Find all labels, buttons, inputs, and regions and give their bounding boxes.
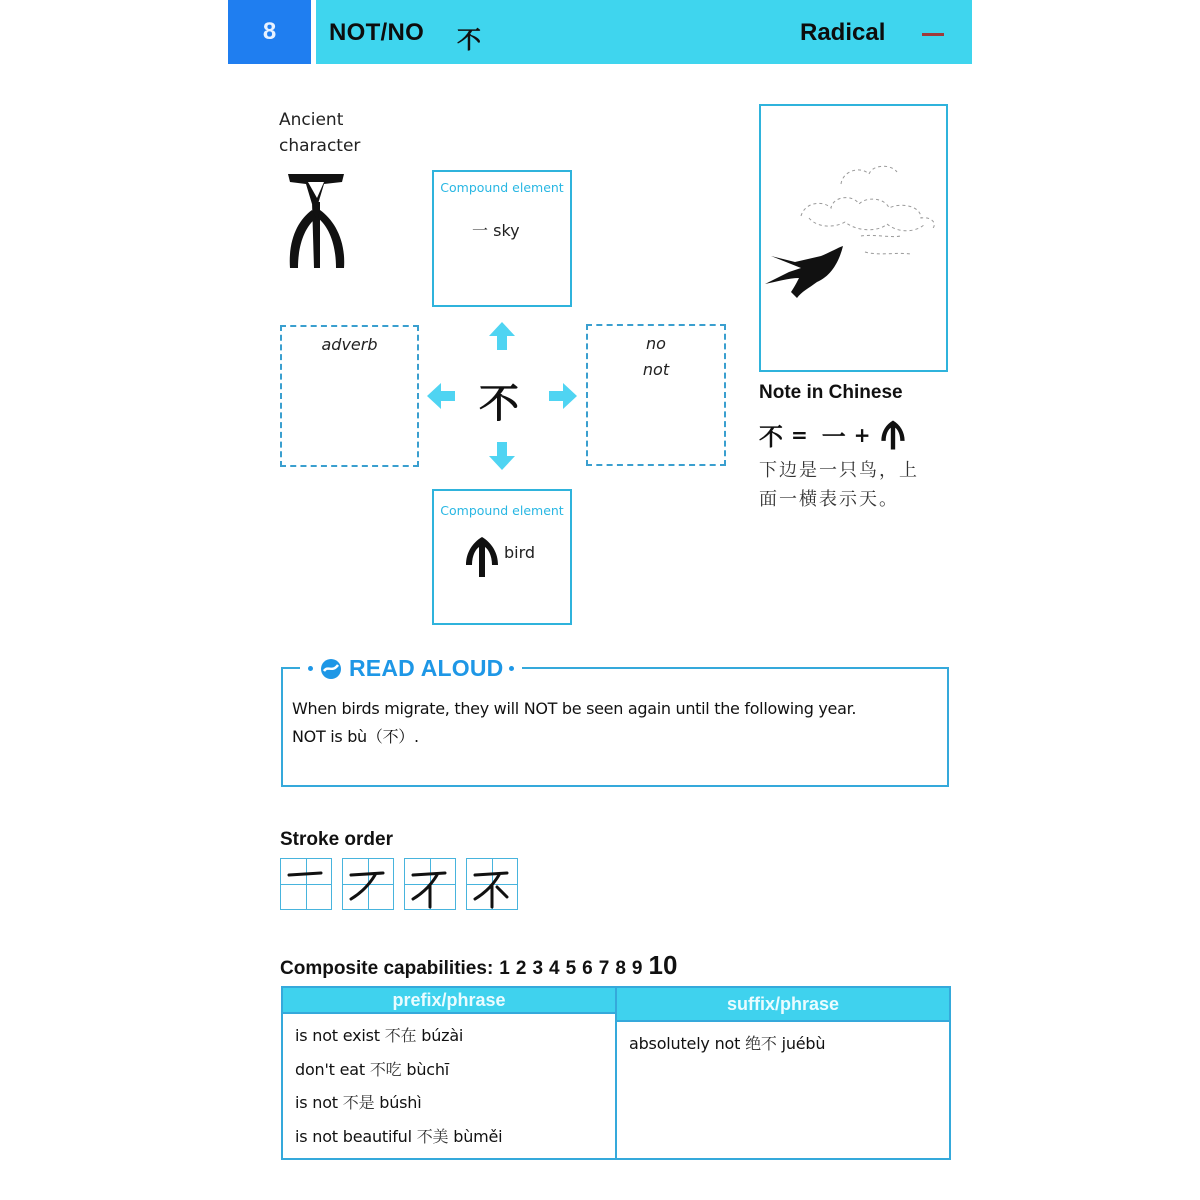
note-title: Note in Chinese [759, 382, 903, 403]
page-number-badge [228, 0, 311, 64]
row-english: is not exist [295, 1026, 385, 1045]
row-chinese: 不美 [416, 1126, 454, 1146]
suffix-column [615, 988, 949, 1158]
part-of-speech: adverb [321, 335, 378, 354]
formula-part1: 一 [821, 423, 846, 451]
radical-label: Radical [800, 19, 886, 46]
table-row [295, 1086, 603, 1120]
stroke-1-icon [281, 859, 331, 909]
row-pinyin: búzài [421, 1026, 464, 1045]
stroke-step-4 [466, 858, 518, 910]
swallow-clouds-icon [761, 106, 946, 370]
stroke-4-icon [467, 859, 517, 909]
row-english: is not beautiful [295, 1126, 417, 1146]
prefix-header: prefix/phrase [283, 988, 615, 1014]
compound-caption: Compound element [440, 503, 564, 518]
prefix-column [283, 988, 615, 1158]
row-chinese: 不吃 [369, 1059, 407, 1079]
capability-number: 8 [615, 958, 626, 979]
arrow-down-icon [488, 440, 516, 472]
stroke-order-title: Stroke order [280, 829, 393, 850]
composite-label: Composite capabilities: [280, 958, 494, 979]
capability-number: 9 [631, 958, 643, 979]
suffix-body [617, 1022, 949, 1066]
meaning-line2: not [642, 360, 670, 379]
ancient-label-line2: character [279, 136, 361, 156]
table-row [295, 1053, 603, 1087]
meaning-box [586, 324, 726, 466]
capability-number: 2 [515, 958, 527, 979]
sky-element: 一 [472, 221, 489, 240]
arrow-up-icon [488, 320, 516, 352]
ancient-character-label [279, 107, 360, 159]
ancient-label-line1: Ancient [279, 110, 344, 130]
sky-meaning: sky [493, 221, 520, 240]
stroke-step-2 [342, 858, 394, 910]
compound-caption: Compound element [440, 180, 564, 195]
formula-char: 不 [759, 423, 783, 451]
read-aloud-title: READ ALOUD [349, 655, 504, 681]
note-body [759, 456, 954, 514]
table-row [295, 1120, 603, 1154]
stroke-order-grid [280, 858, 518, 910]
capability-number: 4 [549, 958, 560, 979]
capability-number-highlighted: 10 [648, 950, 678, 980]
row-pinyin: bùchī [406, 1059, 450, 1079]
capability-number: 6 [582, 958, 593, 979]
bird-glyph-icon [464, 535, 500, 579]
row-english: don't eat [295, 1059, 370, 1079]
row-chinese: 绝不 [745, 1034, 782, 1053]
capability-number: 7 [598, 958, 610, 979]
header-character: 不 [457, 26, 481, 54]
bird-glyph-icon [879, 419, 907, 451]
compound-element-bottom [432, 489, 572, 625]
row-pinyin: búshì [379, 1093, 422, 1112]
arrow-left-icon [425, 382, 457, 410]
stroke-2-icon [343, 859, 393, 909]
suffix-header: suffix/phrase [617, 988, 949, 1022]
row-chinese: 不是 [342, 1093, 380, 1112]
capability-number: 3 [532, 958, 544, 979]
note-line1: 下边是一只鸟，上 [759, 460, 919, 481]
dot-icon [509, 666, 514, 671]
note-formula [759, 417, 907, 452]
arrow-right-icon [547, 382, 579, 410]
composite-table [281, 986, 951, 1160]
row-chinese: 不在 [384, 1026, 422, 1045]
capability-number: 1 [499, 958, 510, 979]
radical-glyph-icon [922, 33, 944, 36]
row-english: is not [295, 1093, 343, 1112]
read-aloud-line2: NOT is bù（不）. [292, 727, 419, 746]
composite-capabilities [280, 950, 677, 981]
illustration-panel [759, 104, 948, 372]
row-pinyin: bùměi [453, 1126, 503, 1146]
capability-number: 5 [565, 958, 577, 979]
dot-icon [308, 666, 313, 671]
center-character: 不 [479, 380, 519, 427]
table-row [629, 1027, 937, 1061]
note-line2: 面一横表示天。 [759, 489, 899, 510]
speaker-swirl-icon[interactable] [319, 657, 343, 681]
stroke-3-icon [405, 859, 455, 909]
read-aloud-text [292, 695, 942, 751]
read-aloud-header [300, 655, 522, 682]
formula-plus: + [853, 422, 871, 447]
table-row [295, 1019, 603, 1053]
page-number: 8 [262, 18, 277, 45]
stroke-step-3 [404, 858, 456, 910]
formula-equals: = [791, 422, 808, 447]
meaning-line1: no [646, 334, 666, 353]
stroke-step-1 [280, 858, 332, 910]
compound-element-top [432, 170, 572, 307]
part-of-speech-box [280, 325, 419, 467]
prefix-body [283, 1014, 615, 1158]
page-title: NOT/NO [329, 19, 425, 46]
row-english: absolutely not [629, 1034, 746, 1053]
bird-meaning: bird [504, 543, 536, 562]
ancient-character-icon [284, 170, 350, 272]
read-aloud-line1: When birds migrate, they will NOT be seen again until the following year. [292, 699, 857, 718]
compound-sky [472, 218, 520, 241]
row-pinyin: juébù [781, 1034, 826, 1053]
